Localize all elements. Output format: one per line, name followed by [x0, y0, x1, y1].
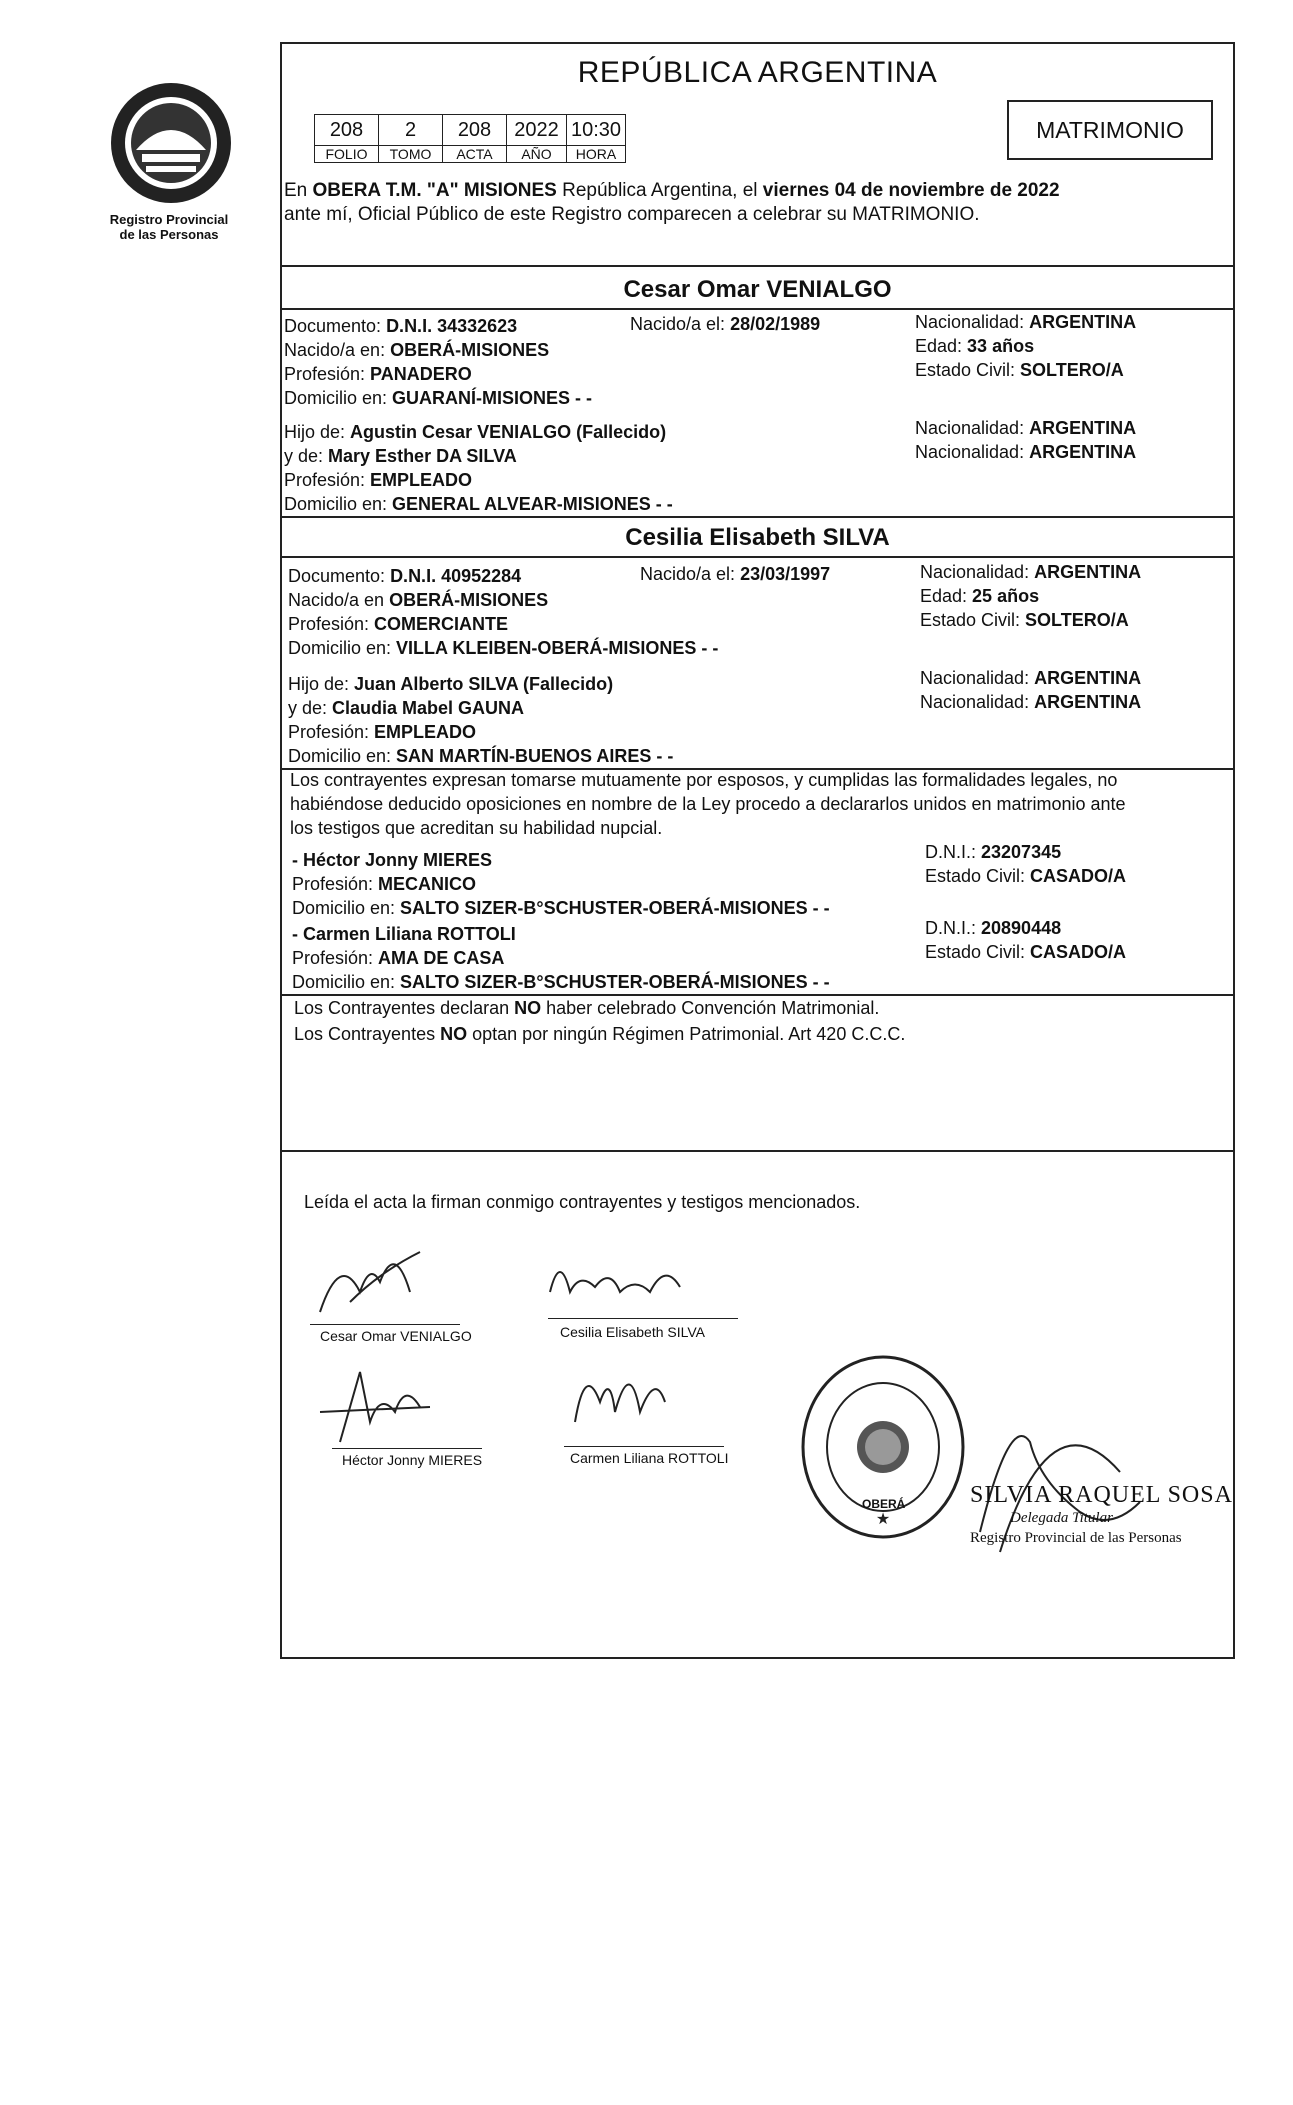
groom-birth-place: Nacido/a en: OBERÁ-MISIONES	[284, 340, 550, 360]
logo-caption: Registro Provincial de las Personas	[109, 212, 229, 242]
provincial-seal-logo	[108, 80, 234, 206]
officer-role: Delegada Titular	[1010, 1510, 1113, 1526]
bride-birth-place: Nacido/a en OBERÁ-MISIONES	[288, 590, 549, 610]
bride-parents-address: Domicilio en: SAN MARTÍN-BUENOS AIRES - -	[288, 746, 674, 766]
bride-signature-label: Cesilia Elisabeth SILVA	[560, 1324, 705, 1340]
witness-2-name: - Carmen Liliana ROTTOLI	[292, 924, 516, 944]
declaration-line-3: los testigos que acreditan su habilidad nupcial.	[290, 818, 663, 838]
bride-nationality: Nacionalidad: ARGENTINA	[920, 562, 1142, 582]
witness-2-profession: Profesión: AMA DE CASA	[292, 948, 505, 968]
anio-value: 2022	[506, 114, 566, 146]
folio-label: FOLIO	[314, 146, 378, 163]
groom-mother-nationality: Nacionalidad: ARGENTINA	[915, 442, 1137, 462]
hora-label: HORA	[566, 146, 626, 163]
intro-line-2: ante mí, Oficial Público de este Registro comparecen a celebrar su MATRIMONIO.	[284, 204, 980, 225]
bride-signature	[540, 1242, 720, 1322]
bride-mother: y de: Claudia Mabel GAUNA	[288, 698, 525, 718]
groom-mother: y de: Mary Esther DA SILVA	[284, 446, 517, 466]
groom-birth-date: Nacido/a el: 28/02/1989	[630, 314, 821, 334]
note-regime: Los Contrayentes NO optan por ningún Régimen Patrimonial. Art 420 C.C.C.	[294, 1024, 906, 1044]
witness-1-dni: D.N.I.: 23207345	[925, 842, 1062, 862]
bride-document: Documento: D.N.I. 40952284	[288, 566, 522, 586]
bride-name: Cesilia Elisabeth SILVA	[625, 524, 890, 551]
bride-parents-profession: Profesión: EMPLEADO	[288, 722, 477, 742]
marriage-certificate	[280, 42, 1235, 1659]
declaration-line-2: habiéndose deducido oposiciones en nombre de la Ley procedo a declararlos unidos en matrimonio ante	[290, 794, 1126, 814]
groom-parents-profession: Profesión: EMPLEADO	[284, 470, 473, 490]
record-codes	[314, 114, 626, 163]
hora-value: 10:30	[566, 114, 626, 146]
witness-2-signature	[555, 1342, 695, 1452]
tomo-label: TOMO	[378, 146, 442, 163]
witness-2-signature-label: Carmen Liliana ROTTOLI	[570, 1450, 729, 1466]
bride-mother-nationality: Nacionalidad: ARGENTINA	[920, 692, 1142, 712]
witness-2-civil-status: Estado Civil: CASADO/A	[925, 942, 1127, 962]
acta-label: ACTA	[442, 146, 506, 163]
bride-address: Domicilio en: VILLA KLEIBEN-OBERÁ-MISIONES - -	[288, 638, 719, 658]
bride-father-nationality: Nacionalidad: ARGENTINA	[920, 668, 1142, 688]
bride-father: Hijo de: Juan Alberto SILVA (Fallecido)	[288, 674, 614, 694]
note-convention: Los Contrayentes declaran NO haber celebrado Convención Matrimonial.	[294, 998, 880, 1018]
closing-statement: Leída el acta la firman conmigo contrayentes y testigos mencionados.	[304, 1192, 861, 1212]
officer-name: SILVIA RAQUEL SOSA	[970, 1482, 1233, 1508]
intro-line-1: En OBERA T.M. "A" MISIONES República Argentina, el viernes 04 de noviembre de 2022	[284, 180, 1060, 201]
tomo-value: 2	[378, 114, 442, 146]
groom-parents-address: Domicilio en: GENERAL ALVEAR-MISIONES - -	[284, 494, 673, 514]
bride-birth-date: Nacido/a el: 23/03/1997	[640, 564, 831, 584]
witness-1-signature	[300, 1352, 450, 1462]
declaration-line-1: Los contrayentes expresan tomarse mutuamente por esposos, y cumplidas las formalidades legales, no	[290, 770, 1118, 790]
witness-1-name: - Héctor Jonny MIERES	[292, 850, 493, 870]
witness-1-signature-label: Héctor Jonny MIERES	[342, 1452, 483, 1468]
groom-document: Documento: D.N.I. 34332623	[284, 316, 518, 336]
folio-value: 208	[314, 114, 378, 146]
witness-1-profession: Profesión: MECANICO	[292, 874, 477, 894]
groom-nationality: Nacionalidad: ARGENTINA	[915, 312, 1137, 332]
acta-value: 208	[442, 114, 506, 146]
svg-text:★: ★	[875, 1511, 891, 1528]
document-type-box: MATRIMONIO	[1007, 100, 1213, 160]
officer-organization: Registro Provincial de las Personas	[970, 1530, 1182, 1546]
groom-father: Hijo de: Agustin Cesar VENIALGO (Fallecido)	[284, 422, 667, 442]
groom-father-nationality: Nacionalidad: ARGENTINA	[915, 418, 1137, 438]
groom-profession: Profesión: PANADERO	[284, 364, 472, 384]
groom-signature-label: Cesar Omar VENIALGO	[320, 1328, 472, 1344]
groom-signature	[300, 1232, 450, 1332]
bride-civil-status: Estado Civil: SOLTERO/A	[920, 610, 1129, 630]
groom-name: Cesar Omar VENIALGO	[623, 276, 892, 303]
stamp-city: OBERÁ	[862, 1497, 906, 1511]
witness-1-address: Domicilio en: SALTO SIZER-B°SCHUSTER-OBERÁ-MISIONES - -	[292, 898, 830, 918]
bride-profession: Profesión: COMERCIANTE	[288, 614, 509, 634]
page-title: REPÚBLICA ARGENTINA	[577, 56, 938, 89]
anio-label: AÑO	[506, 146, 566, 163]
witness-1-civil-status: Estado Civil: CASADO/A	[925, 866, 1127, 886]
witness-2-dni: D.N.I.: 20890448	[925, 918, 1062, 938]
groom-age: Edad: 33 años	[915, 336, 1035, 356]
groom-civil-status: Estado Civil: SOLTERO/A	[915, 360, 1124, 380]
witness-2-address: Domicilio en: SALTO SIZER-B°SCHUSTER-OBERÁ-MISIONES - -	[292, 972, 830, 992]
bride-age: Edad: 25 años	[920, 586, 1040, 606]
groom-address: Domicilio en: GUARANÍ-MISIONES - -	[284, 388, 593, 408]
